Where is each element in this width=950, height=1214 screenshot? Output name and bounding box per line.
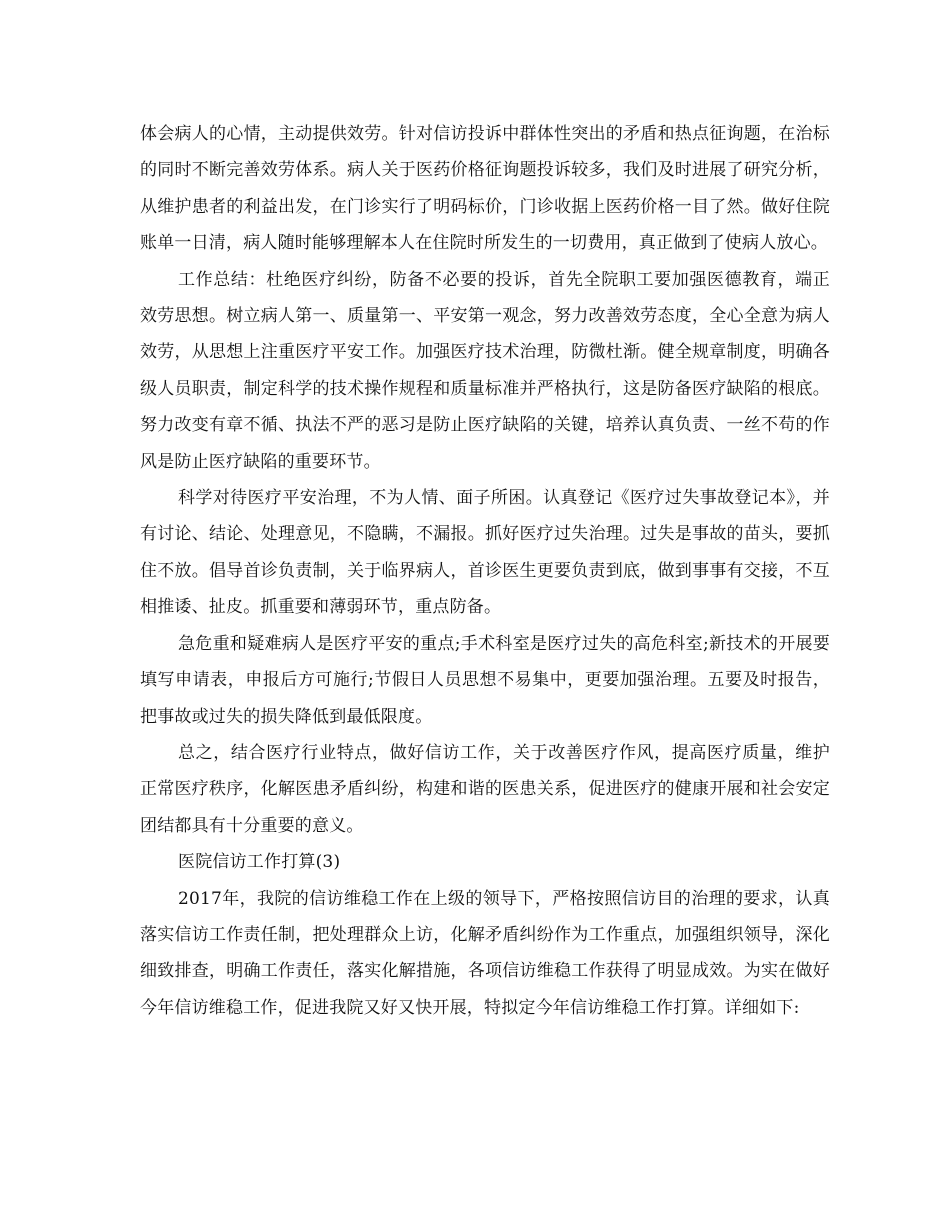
document-body — [140, 116, 830, 1026]
paragraph-4: 急危重和疑难病人是医疗平安的重点;手术科室是医疗过失的高危科室;新技术的开展要填写申请表，申报后方可施行;节假日人员思想不易集中，更要加强治理。五要及时报告，把事故或过失的损失降低到最低限度。 — [140, 633, 830, 727]
paragraph-6: 2017年，我院的信访维稳工作在上级的领导下，严格按照信访目的治理的要求，认真落实信访工作责任制，把处理群众上访，化解矛盾纠纷作为工作重点，加强组织领导，深化细致排查，明确工作责任，落实化解措施，各项信访维稳工作获得了明显成效。为实在做好今年信访维稳工作，促进我院又好又快开展，特拟定今年信访维稳工作打算。详细如下: — [140, 888, 830, 1018]
paragraph-5: 总之，结合医疗行业特点，做好信访工作，关于改善医疗作风，提高医疗质量，维护正常医疗秩序，化解医患矛盾纠纷，构建和谐的医患关系，促进医疗的健康开展和社会安定团结都具有十分重要的意义。 — [140, 742, 830, 836]
paragraph-1: 体会病人的心情，主动提供效劳。针对信访投诉中群体性突出的矛盾和热点征询题，在治标的同时不断完善效劳体系。病人关于医药价格征询题投诉较多，我们及时进展了研究分析，从维护患者的利益出发，在门诊实行了明码标价，门诊收据上医药价格一目了然。做好住院账单一日清，病人随时能够理解本人在住院时所发生的一切费用，真正做到了使病人放心。 — [140, 124, 830, 254]
section-heading: 医院信访工作打算(3) — [178, 852, 341, 873]
paragraph-3: 科学对待医疗平安治理，不为人情、面子所困。认真登记《医疗过失事故登记本》，并有讨论、结论、处理意见，不隐瞒，不漏报。抓好医疗过失治理。过失是事故的苗头，要抓住不放。倡导首诊负责制，关于临界病人，首诊医生更要负责到底，做到事事有交接，不互相推诿、扯皮。抓重要和薄弱环节，重点防备。 — [140, 488, 830, 618]
paragraph-2: 工作总结：杜绝医疗纠纷，防备不必要的投诉，首先全院职工要加强医德教育，端正效劳思想。树立病人第一、质量第一、平安第一观念，努力改善效劳态度，全心全意为病人效劳，从思想上注重医疗平安工作。加强医疗技术治理，防微杜渐。健全规章制度，明确各级人员职责，制定科学的技术操作规程和质量标准并严格执行，这是防备医疗缺陷的根底。努力改变有章不循、执法不严的恶习是防止医疗缺陷的关键，培养认真负责、一丝不苟的作风是防止医疗缺陷的重要环节。 — [140, 269, 830, 472]
